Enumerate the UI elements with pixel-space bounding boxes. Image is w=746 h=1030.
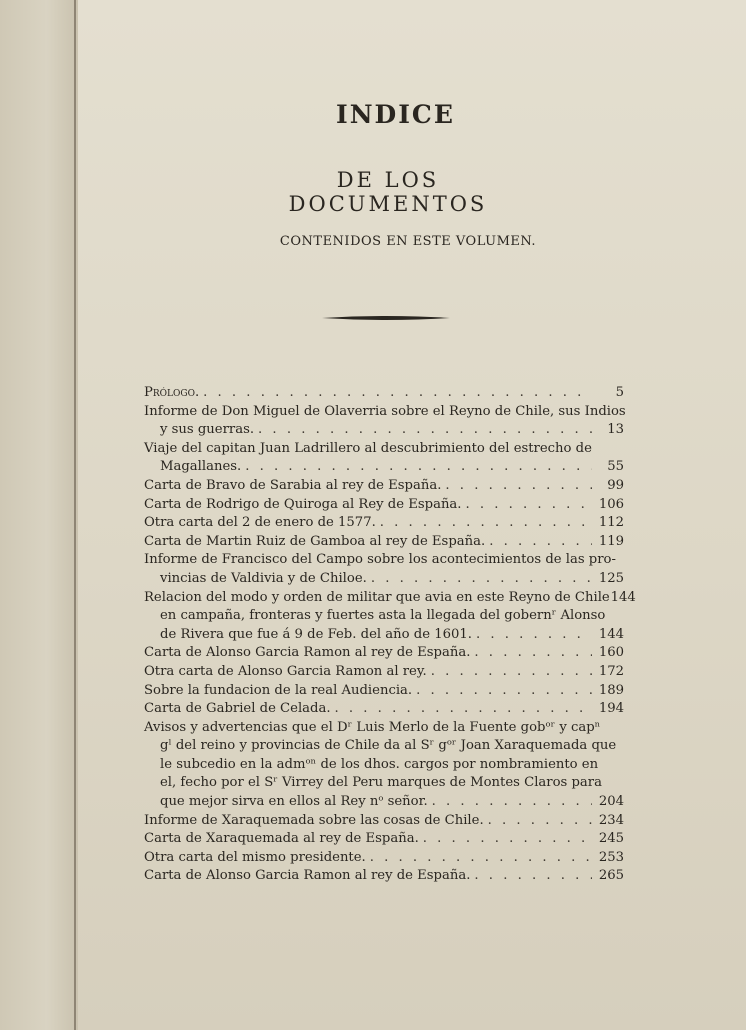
toc-page-number: 144 (610, 589, 636, 605)
toc-line (144, 812, 624, 831)
dot-leader (431, 663, 592, 682)
facing-page-edge (0, 0, 78, 1030)
toc-line (144, 607, 624, 626)
toc-entry-text: Carta de Bravo de Sarabia al rey de España. (144, 477, 442, 493)
dot-leader (489, 533, 592, 552)
toc-entry (144, 514, 624, 533)
toc-entry-text: vincias de Valdivia y de Chiloe. (160, 570, 367, 586)
dot-leader (203, 384, 592, 403)
toc-page-number: 119 (598, 533, 624, 549)
toc-entry-text: Informe de Don Miguel de Olaverria sobre el Reyno de Chile, sus Indios (144, 403, 626, 419)
index-subtitle: DE LOS DOCUMENTOS (288, 168, 488, 216)
toc-entry (144, 533, 624, 552)
book-page (78, 0, 746, 1030)
toc-line (144, 774, 624, 793)
toc-line (144, 682, 624, 701)
toc-entry-text: Otra carta del 2 de enero de 1577. (144, 515, 376, 531)
toc-entry-text: Sobre la fundacion de la real Audiencia. (144, 682, 413, 698)
dot-leader (371, 570, 592, 589)
toc-page-number: 5 (615, 385, 624, 400)
toc-entry-text: Viaje del capitan Juan Ladrillero al descubrimiento del estrecho de (144, 440, 592, 456)
toc-entry (144, 812, 624, 831)
toc-entry (144, 700, 624, 719)
toc-line (144, 756, 624, 775)
toc-entry-text: que mejor sirva en ellos al Rey nᵒ señor. (160, 794, 428, 810)
toc-page-number: 265 (598, 868, 624, 884)
toc-entry (144, 477, 624, 496)
toc-entry-text: Informe de Francisco del Campo sobre los acontecimientos de las pro- (144, 552, 616, 568)
toc-line (144, 719, 624, 738)
index-subsubtitle: CONTENIDOS EN ESTE VOLUMEN. (279, 234, 537, 249)
toc-entry-text: Carta de Martin Ruiz de Gamboa al rey de España. (144, 533, 486, 549)
toc-entry (144, 403, 624, 440)
toc-line (144, 533, 624, 552)
toc-page-number: 112 (598, 515, 624, 531)
toc-entry (144, 867, 624, 886)
toc-entry (144, 849, 624, 868)
toc-entry (144, 830, 624, 849)
toc-line (144, 589, 636, 608)
toc-entry (144, 384, 624, 403)
toc-entry-text: en campaña, fronteras y fuertes asta la llegada del gobernʳ Alonso (160, 608, 606, 624)
dot-leader (445, 477, 592, 496)
toc-page-number: 125 (598, 570, 624, 586)
toc-line (144, 737, 624, 756)
toc-entry-text: Carta de Rodrigo de Quiroga al Rey de España. (144, 496, 462, 512)
toc-page-number: 172 (598, 663, 624, 679)
toc-line (144, 830, 624, 849)
toc-entry-text: y sus guerras. (160, 422, 255, 438)
toc-entry-text: Carta de Alonso Garcia Ramon al rey de España. (144, 645, 471, 661)
toc-page-number: 189 (598, 682, 624, 698)
toc-entry-text: Prólogo. (144, 385, 200, 400)
table-of-contents (144, 384, 636, 886)
toc-line (144, 570, 624, 589)
toc-entry (144, 496, 624, 515)
dot-leader (335, 700, 592, 719)
book-spine (74, 0, 76, 1030)
toc-line (144, 644, 624, 663)
toc-line (144, 458, 624, 477)
toc-entry-text: Carta de Xaraquemada al rey de España. (144, 831, 419, 847)
dot-leader (416, 682, 592, 701)
toc-line (144, 403, 624, 422)
toc-entry (144, 644, 624, 663)
toc-line (144, 663, 624, 682)
toc-entry-text: Otra carta del mismo presidente. (144, 849, 366, 865)
toc-entry (144, 589, 636, 645)
toc-page-number: 13 (607, 422, 624, 438)
toc-entry-text: Informe de Xaraquemada sobre las cosas de Chile. (144, 812, 484, 828)
toc-entry-text: Carta de Alonso Garcia Ramon al rey de España. (144, 868, 471, 884)
toc-page-number: 55 (607, 459, 624, 475)
toc-entry-text: Avisos y advertencias que el Dʳ Luis Merlo de la Fuente gobᵒʳ y capⁿ (144, 719, 601, 735)
toc-entry-text: Relacion del modo y orden de militar que avia en este Reyno de Chile (144, 589, 610, 605)
toc-page-number: 245 (598, 831, 624, 847)
toc-entry-text: el, fecho por el Sʳ Virrey del Peru marques de Montes Claros para (160, 775, 602, 791)
toc-line (144, 867, 624, 886)
toc-line (144, 496, 624, 515)
dot-leader (432, 793, 592, 812)
toc-page-number: 144 (598, 626, 624, 642)
toc-line (144, 384, 624, 403)
toc-entry-text: Otra carta de Alonso Garcia Ramon al rey. (144, 663, 427, 679)
dot-leader (476, 626, 592, 645)
index-title: INDICE (336, 100, 455, 129)
dot-leader (474, 644, 592, 663)
toc-line (144, 440, 624, 459)
toc-entry-text: Carta de Gabriel de Celada. (144, 701, 331, 717)
toc-entry-text: de Rivera que fue á 9 de Feb. del año de 1601. (160, 626, 472, 642)
toc-entry (144, 440, 624, 477)
toc-page-number: 160 (598, 645, 624, 661)
toc-entry-text: gˡ del reino y provincias de Chile da al Sʳ gᵒʳ Joan Xaraquemada que (160, 738, 617, 754)
dot-leader (488, 812, 592, 831)
toc-line (144, 421, 624, 440)
toc-entry (144, 663, 624, 682)
toc-line (144, 551, 624, 570)
toc-page-number: 253 (598, 849, 624, 865)
toc-entry (144, 551, 624, 588)
toc-line (144, 849, 624, 868)
toc-page-number: 99 (607, 477, 624, 493)
toc-line (144, 514, 624, 533)
toc-entry (144, 719, 624, 812)
dot-leader (466, 496, 593, 515)
dot-leader (245, 458, 592, 477)
toc-line (144, 793, 624, 812)
toc-page-number: 234 (598, 812, 624, 828)
toc-page-number: 204 (598, 794, 624, 810)
dot-leader (380, 514, 592, 533)
toc-page-number: 106 (598, 496, 624, 512)
toc-line (144, 700, 624, 719)
toc-entry (144, 682, 624, 701)
toc-entry-text: le subcedio en la admᵒⁿ de los dhos. cargos por nombramiento en (160, 756, 599, 772)
toc-page-number: 194 (598, 701, 624, 717)
toc-line (144, 477, 624, 496)
dot-leader (474, 867, 592, 886)
decorative-rule (322, 315, 450, 321)
toc-entry-text: Magallanes. (160, 459, 242, 475)
dot-leader (370, 849, 592, 868)
toc-line (144, 626, 624, 645)
dot-leader (258, 421, 592, 440)
dot-leader (423, 830, 592, 849)
